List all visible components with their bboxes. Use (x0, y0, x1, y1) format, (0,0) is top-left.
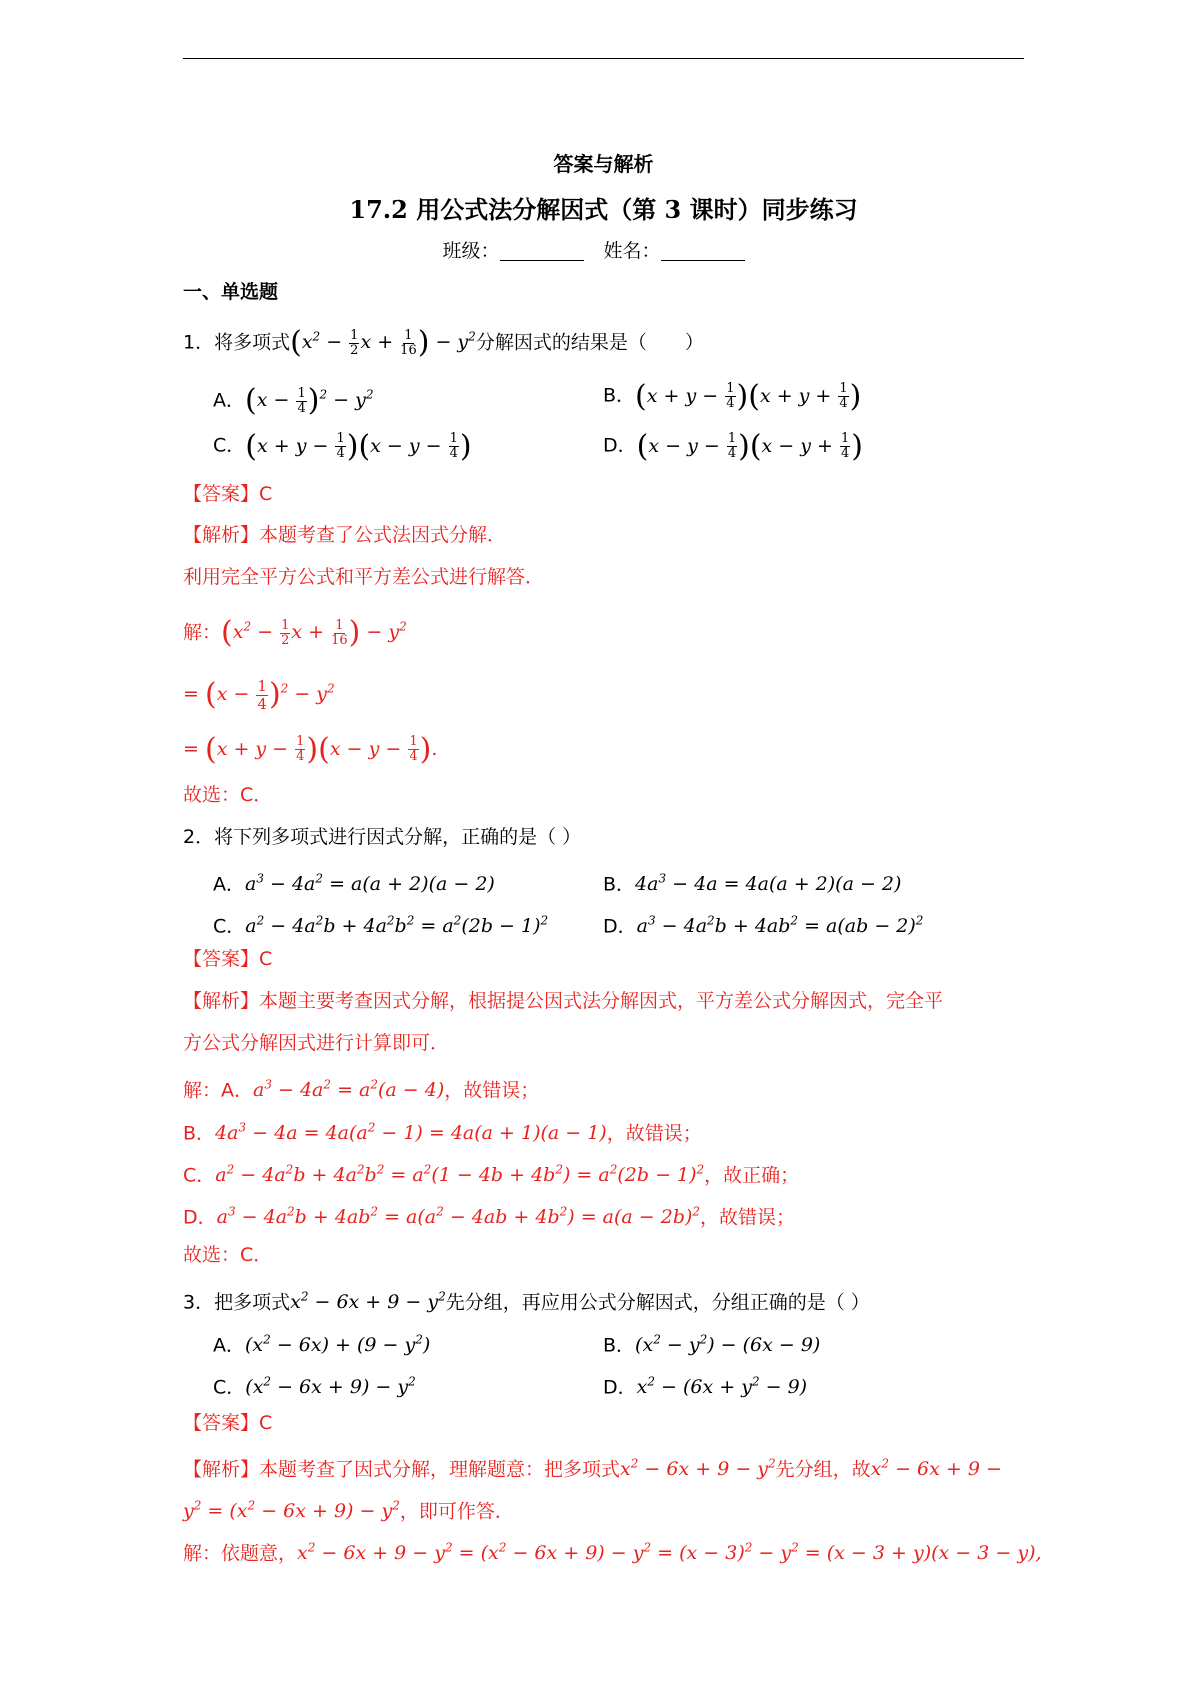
q1-stem: 1．将多项式($x^2$ − $\frac{1}{2}$ x + $\frac{1}{16}$ ) − $y^2$分解因式的结果是（ ） (183, 325, 704, 361)
q2-option-a[interactable]: A．$a^3 - 4a^2 = a(a + 2)(a - 2)$ (213, 872, 495, 896)
class-blank (500, 242, 584, 261)
header-rule (183, 58, 1024, 59)
q2-choose: 故选：C． (183, 1244, 273, 1266)
q2-option-d[interactable]: D．$a^3 - 4a^2b + 4ab^2 = a(ab - 2)^2$ (603, 914, 924, 938)
q1-analysis-2: 利用完全平方公式和平方差公式进行解答． (183, 566, 545, 588)
q3-option-d[interactable]: D．$x^2 - (6x + y^2 - 9)$ (603, 1375, 808, 1399)
student-fields (183, 236, 1024, 263)
q2-analysis: 【解析】本题主要考查因式分解，根据提公因式法分解因式，平方差公式分解因式，完全平 (183, 990, 944, 1012)
doc-title: 答案与解析 (553, 152, 654, 176)
q2-stem: 2．将下列多项式进行因式分解，正确的是（ ） (183, 826, 582, 848)
name-blank (661, 242, 745, 261)
q3-analysis-2: $y^2 = (x^2 - 6x + 9) - y^2$，即可作答． (183, 1499, 514, 1523)
q1-option-a[interactable]: A．(x − $\frac{1}{4}$ )$^2 - y^2$ (213, 383, 374, 419)
q3-option-b[interactable]: B．$(x^2 - y^2) - (6x - 9)$ (603, 1333, 821, 1357)
q3-analysis: 【解析】本题考查了因式分解，理解题意：把多项式$x^2 - 6x + 9 - y^2$先分组，故$x^2 - 6x + 9$ − (183, 1457, 1002, 1481)
section-heading: 一、单选题 (183, 281, 279, 303)
q2-solution-a: 解：A．$a^3 - 4a^2 = a^2(a - 4)$，故错误； (183, 1078, 540, 1102)
q2-option-b[interactable]: B．$4a^3 - 4a = 4a(a + 2)(a - 2)$ (603, 872, 902, 896)
q1-solution-1: 解：($x^2$ − $\frac{1}{2}$ x + $\frac{1}{16}$ ) − $y^2$ (183, 615, 407, 651)
q2-solution-b: B．$4a^3 - 4a = 4a(a^2 - 1) = 4a(a + 1)(a - 1)$，故错误； (183, 1121, 702, 1145)
q2-analysis-2: 方公式分解因式进行计算即可． (183, 1032, 450, 1054)
q2-solution-c: C．$a^2 - 4a^2b + 4a^2b^2 = a^2(1 - 4b + 4b^2) = a^2(2b - 1)^2$，故正确； (183, 1163, 800, 1187)
q3-solution: 解：依题意，$x^2 - 6x + 9 - y^2 = (x^2 - 6x + 9) - y^2 = (x - 3)^2 - y^2 = (x - 3 + y)(x - 3 - y)$, (183, 1541, 1042, 1565)
name-label: 姓名： (603, 240, 661, 262)
q1-choose: 故选：C． (183, 784, 273, 806)
q1-solution-2: = (x − $\frac{1}{4}$ )$^2 - y^2$ (183, 676, 335, 713)
q3-stem: 3．把多项式$x^2 - 6x + 9 - y^2$先分组，再应用公式分解因式，分组正确的是（ ） (183, 1290, 870, 1314)
q1-answer: 【答案】C (183, 483, 273, 505)
q1-analysis: 【解析】本题考查了公式法因式分解． (183, 524, 507, 546)
q2-solution-d: D．$a^3 - 4a^2b + 4ab^2 = a(a^2 - 4ab + 4b^2) = a(a - 2b)^2$，故错误； (183, 1205, 796, 1229)
q3-option-a[interactable]: A．$(x^2 - 6x) + (9 - y^2)$ (213, 1333, 431, 1357)
q2-option-c[interactable]: C．$a^2 - 4a^2b + 4a^2b^2 = a^2(2b - 1)^2$ (213, 914, 549, 938)
class-label: 班级： (442, 240, 500, 262)
q3-option-c[interactable]: C．$(x^2 - 6x + 9) - y^2$ (213, 1375, 416, 1399)
doc-subtitle: 17.2 用公式法分解因式（第 3 课时）同步练习 (349, 195, 858, 224)
q1-option-b[interactable]: B．(x + y − $\frac{1}{4}$ )(x + y + $\frac{1}{4}$ ) (603, 378, 862, 414)
q1-option-d[interactable]: D．(x − y − $\frac{1}{4}$ )(x − y + $\frac{1}{4}$ ) (603, 428, 863, 464)
q1-option-c[interactable]: C．(x + y − $\frac{1}{4}$ )(x − y − $\frac{1}{4}$ ) (213, 428, 472, 464)
q2-answer: 【答案】C (183, 948, 273, 970)
q3-answer: 【答案】C (183, 1412, 273, 1434)
q1-solution-3: = (x + y − $\frac{1}{4}$ )(x − y − $\frac{1}{4}$ ). (183, 731, 438, 767)
